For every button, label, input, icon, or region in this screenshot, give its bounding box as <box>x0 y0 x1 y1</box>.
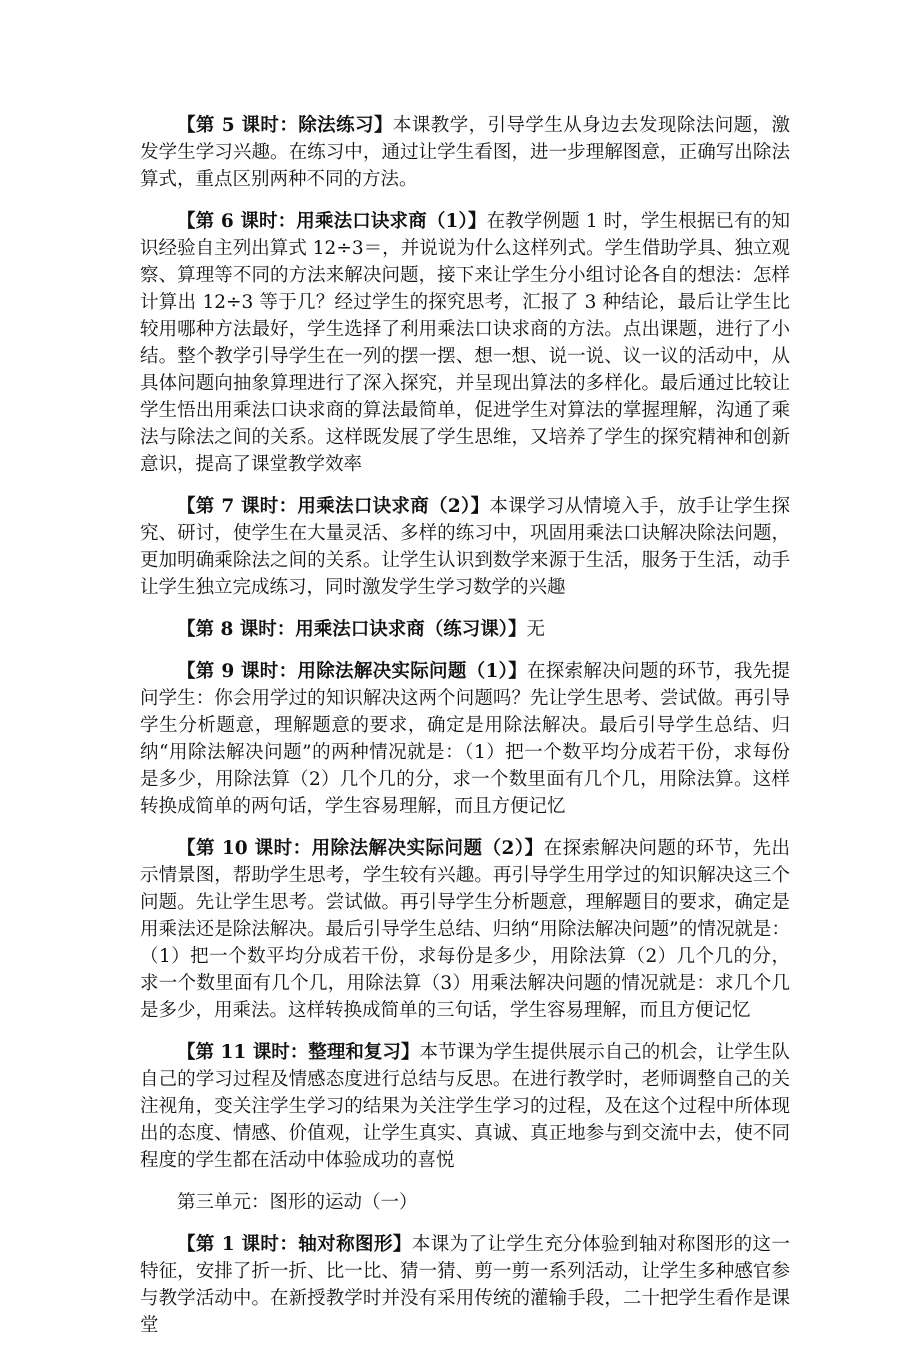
paragraph-title: 【第 9 课时：用除法解决实际问题（1）】 <box>177 661 527 682</box>
paragraph-title: 【第 5 课时：除法练习】 <box>177 115 393 136</box>
paragraph-title: 【第 11 课时：整理和复习】 <box>177 1042 420 1063</box>
paragraph-title: 【第 7 课时：用乘法口诀求商（2）】 <box>177 496 490 517</box>
paragraph-text: 本节课为学生提供展示自己的机会，让学生队自己的学习过程及情感态度进行总结与反思。在进行教学时，老师调整自己的关注视角，变关注学生学习的结果为关注学生学习的过程，及在这个过程中所体现出的态度、情感、价值观，让学生真实、真诚、真正地参与到交流中去，使不同程度的学生都在活动中体验成功的喜悦 <box>140 1042 790 1171</box>
paragraph-title: 【第 8 课时：用乘法口诀求商（练习课）】 <box>177 619 527 640</box>
paragraph-lesson-10 <box>140 835 790 1024</box>
paragraph-text: 在探索解决问题的环节，我先提问学生：你会用学过的知识解决这两个问题吗？先让学生思考、尝试做。再引导学生分析题意，理解题意的要求，确定是用除法解决。最后引导学生总结、归纳“用除法解决问题”的两种情况就是：（1）把一个数平均分成若干份，求每份是多少，用除法算（2）几个几的分，求一个数里面有几个几，用除法算。这样转换成简单的两句话，学生容易理解，而且方便记忆 <box>140 661 790 817</box>
unit-heading-text: 第三单元：图形的运动（一） <box>177 1192 418 1213</box>
paragraph-lesson-6 <box>140 208 790 478</box>
unit-heading <box>140 1189 790 1216</box>
paragraph-lesson-11 <box>140 1039 790 1174</box>
paragraph-unit3-lesson-1 <box>140 1231 790 1339</box>
paragraph-lesson-5 <box>140 112 790 193</box>
paragraph-text: 本课为了让学生充分体验到轴对称图形的这一特征，安排了折一折、比一比、猜一猜、剪一剪一系列活动，让学生多种感官参与教学活动中。在新授教学时并没有采用传统的灌输手段，二十把学生看作是课堂 <box>140 1234 790 1336</box>
paragraph-lesson-7 <box>140 493 790 601</box>
paragraph-text: 本课学习从情境入手，放手让学生探究、研讨，使学生在大量灵活、多样的练习中，巩固用乘法口诀解决除法问题，更加明确乘除法之间的关系。让学生认识到数学来源于生活，服务于生活，动手让学生独立完成练习，同时激发学生学习数学的兴趣 <box>140 496 790 598</box>
paragraph-title: 【第 6 课时：用乘法口诀求商（1）】 <box>177 211 487 232</box>
document-body <box>140 112 790 1354</box>
paragraph-title: 【第 10 课时：用除法解决实际问题（2）】 <box>177 838 544 859</box>
paragraph-text: 在教学例题 1 时，学生根据已有的知识经验自主列出算式 12÷3＝，并说说为什么这样列式。学生借助学具、独立观察、算理等不同的方法来解决问题，接下来让学生分小组讨论各自的想法：怎样计算出 12÷3 等于几？经过学生的探究思考，汇报了 3 种结论，最后让学生比较用哪种方法最好，学生选择了利用乘法口诀求商的方法。点出课题，进行了小结。整个教学引导学生在一列的摆一摆、想一想、说一说、议一议的活动中，从具体问题向抽象算理进行了深入探究，并呈现出算法的多样化。最后通过比较让学生悟出用乘法口诀求商的算法最简单，促进学生对算法的掌握理解，沟通了乘法与除法之间的关系。这样既发展了学生思维，又培养了学生的探究精神和创新意识，提高了课堂教学效率 <box>140 211 790 475</box>
paragraph-text: 本课教学，引导学生从身边去发现除法问题，激发学生学习兴趣。在练习中，通过让学生看图，进一步理解图意，正确写出除法算式，重点区别两种不同的方法。 <box>140 115 790 190</box>
paragraph-title: 【第 1 课时：轴对称图形】 <box>177 1234 412 1255</box>
paragraph-lesson-9 <box>140 658 790 820</box>
paragraph-text: 在探索解决问题的环节，先出示情景图，帮助学生思考，学生较有兴趣。再引导学生用学过的知识解决这三个问题。先让学生思考。尝试做。再引导学生分析题意，理解题目的要求，确定是用乘法还是除法解决。最后引导学生总结、归纳“用除法解决问题”的情况就是：（1）把一个数平均分成若干份，求每份是多少，用除法算（2）几个几的分，求一个数里面有几个几，用除法算（3）用乘法解决问题的情况就是：求几个几是多少，用乘法。这样转换成简单的三句话，学生容易理解，而且方便记忆 <box>140 838 790 1021</box>
paragraph-text: 无 <box>526 619 546 640</box>
paragraph-lesson-8 <box>140 616 790 643</box>
